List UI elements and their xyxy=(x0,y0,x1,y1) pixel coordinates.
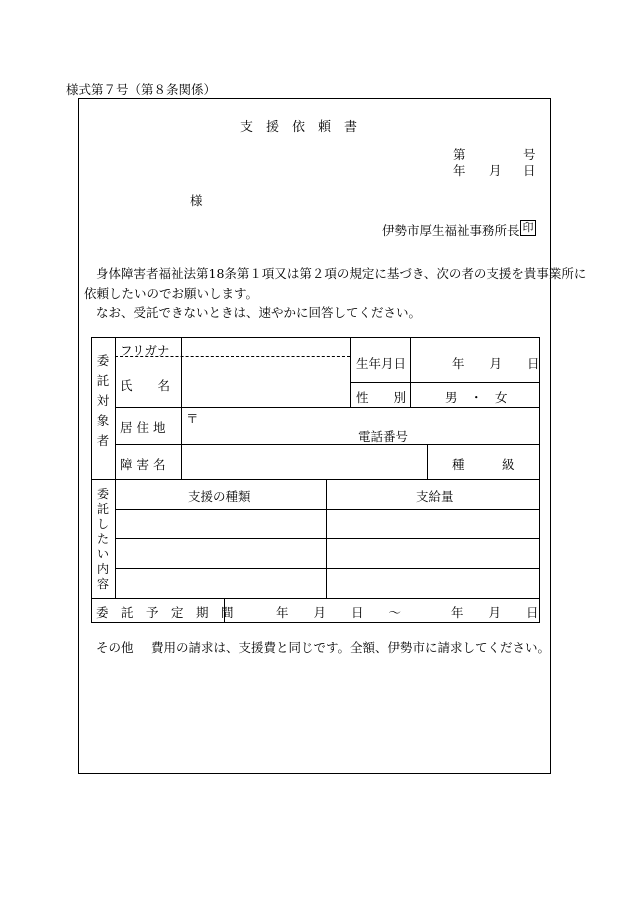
support-type-header: 支援の種類 xyxy=(188,489,251,504)
subject-label: 委託対象者 xyxy=(96,353,110,448)
body-line-1: 身体障害者福祉法第18条第１項又は第２項の規定に基づき、次の者の支援を貴事業所に xyxy=(96,266,587,281)
period-label: 委 託 予 定 期 間 xyxy=(96,605,234,620)
body-line-2: 依頼したいのでお願いします。 xyxy=(84,286,259,301)
furigana-label: フリガナ xyxy=(120,343,170,358)
body-line-3: なお、受託できないときは、速やかに回答してください。 xyxy=(96,305,422,320)
number-dai: 第 xyxy=(453,147,466,162)
date-day: 日 xyxy=(523,163,536,178)
form-number: 様式第７号（第８条関係） xyxy=(66,82,217,97)
content-label: 委託したい内容 xyxy=(96,487,109,591)
issuer: 伊勢市厚生福祉事務所長 xyxy=(382,223,520,238)
disability-label: 障 害 名 xyxy=(120,457,166,472)
birth-value: 年 月 日 xyxy=(452,356,540,371)
addressee-suffix: 様 xyxy=(190,193,203,208)
other-text: 費用の請求は、支援費と同じです。全額、伊勢市に請求してください。 xyxy=(151,640,551,655)
name-label: 氏 名 xyxy=(120,378,171,393)
other-label: その他 xyxy=(96,640,134,655)
birth-label: 生年月日 xyxy=(356,356,407,371)
grade-label: 種 級 xyxy=(452,457,515,472)
sex-label: 性 別 xyxy=(356,390,407,405)
date-year: 年 xyxy=(453,163,466,178)
address-label: 居 住 地 xyxy=(120,420,166,435)
phone-label: 電話番号 xyxy=(358,429,409,444)
form-frame xyxy=(78,98,551,774)
number-go: 号 xyxy=(523,147,536,162)
date-month: 月 xyxy=(489,163,502,178)
supply-amount-header: 支給量 xyxy=(416,489,454,504)
period-value: 年 月 日 ～ 年 月 日 xyxy=(276,605,539,620)
seal-mark: 印 xyxy=(520,220,536,236)
postal-mark: 〒 xyxy=(186,411,199,426)
document-title: 支 援 依 頼 書 xyxy=(240,120,358,135)
sex-value: 男 ・ 女 xyxy=(445,390,508,405)
